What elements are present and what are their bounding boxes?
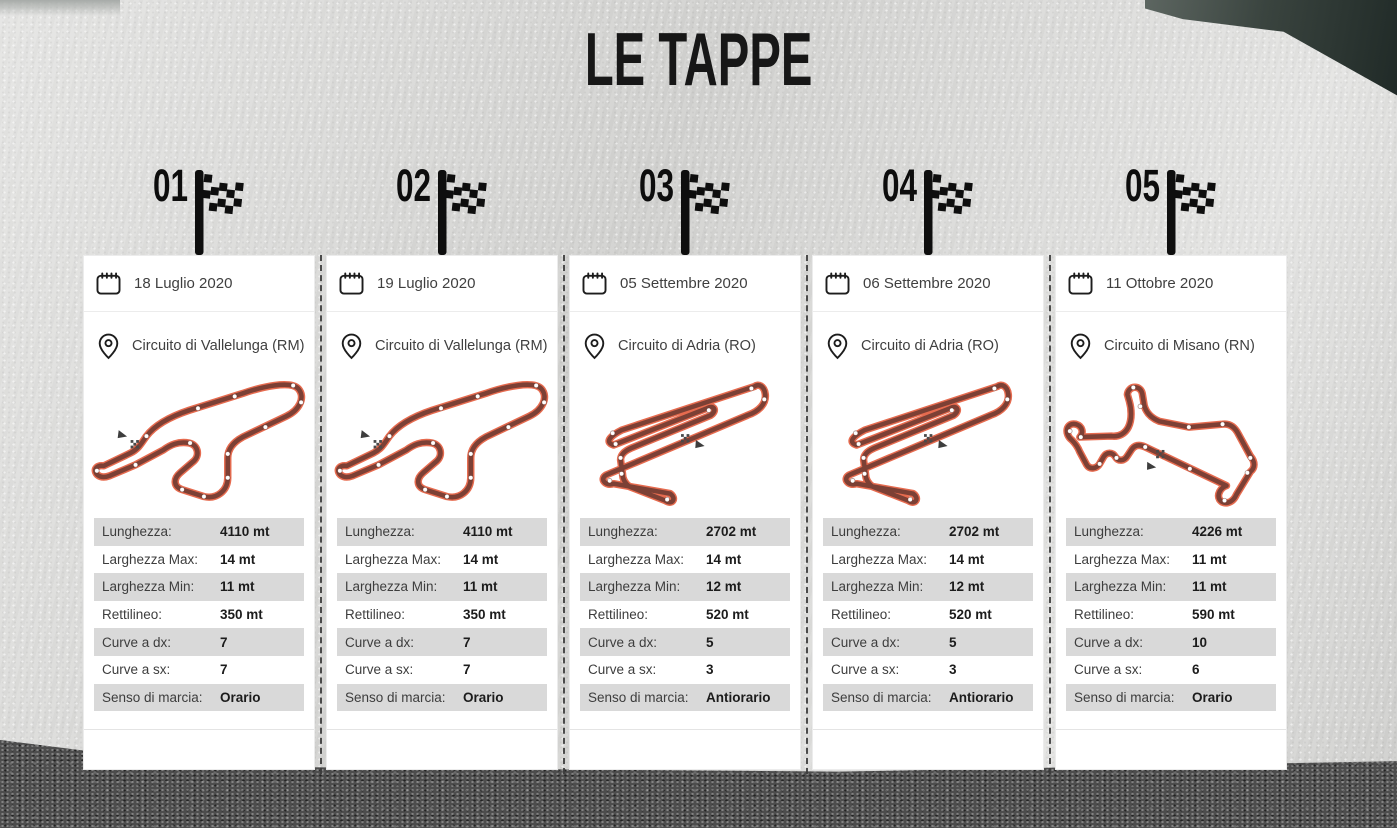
checkered-flag-icon <box>924 170 978 255</box>
spec-label: Lunghezza: <box>1074 524 1144 540</box>
spec-row <box>94 601 304 629</box>
spec-table <box>337 518 547 711</box>
spec-label: Curve a dx: <box>102 634 172 650</box>
spec-label: Larghezza Max: <box>1074 551 1171 567</box>
stages-row <box>83 160 1287 770</box>
spec-row <box>823 656 1033 684</box>
spec-value: 350 mt <box>220 607 263 623</box>
spec-label: Larghezza Max: <box>588 551 685 567</box>
spec-row <box>94 546 304 574</box>
spec-row <box>1066 601 1276 629</box>
card-footer-divider <box>1056 729 1286 730</box>
calendar-icon <box>825 272 850 295</box>
spec-label: Larghezza Min: <box>345 579 438 595</box>
stage-flag-4 <box>812 160 1044 255</box>
spec-label: Lunghezza: <box>345 524 415 540</box>
spec-row <box>580 601 790 629</box>
spec-value: Orario <box>463 689 504 705</box>
stage-number: 04 <box>881 160 917 211</box>
stage-card-4 <box>812 255 1044 770</box>
spec-label: Larghezza Min: <box>588 579 681 595</box>
spec-value: 7 <box>463 662 471 678</box>
track-map <box>84 374 314 518</box>
checkered-flag-icon <box>1167 170 1221 255</box>
spec-label: Larghezza Max: <box>345 551 442 567</box>
stage-column-5 <box>1055 160 1287 770</box>
spec-row <box>580 518 790 546</box>
top-left-shade <box>0 0 120 16</box>
spec-label: Larghezza Max: <box>102 551 199 567</box>
stage-date: 19 Luglio 2020 <box>377 275 476 292</box>
spec-value: 4226 mt <box>1192 524 1243 540</box>
circuit-name: Circuito di Adria (RO) <box>861 338 999 354</box>
checkered-flag-icon <box>681 170 735 255</box>
spec-label: Curve a sx: <box>102 662 171 678</box>
spec-label: Lunghezza: <box>102 524 172 540</box>
calendar-icon <box>1068 272 1093 295</box>
spec-label: Senso di marcia: <box>102 689 203 705</box>
spec-label: Larghezza Min: <box>102 579 195 595</box>
spec-label: Lunghezza: <box>588 524 658 540</box>
spec-label: Senso di marcia: <box>1074 689 1175 705</box>
spec-value: Orario <box>1192 689 1233 705</box>
spec-row <box>1066 546 1276 574</box>
spec-row <box>823 573 1033 601</box>
track-map <box>813 374 1043 518</box>
stage-location-row <box>327 312 557 374</box>
spec-label: Rettilineo: <box>1074 607 1135 623</box>
calendar-icon <box>96 272 121 295</box>
track-map <box>570 374 800 518</box>
card-footer-divider <box>570 729 800 730</box>
spec-value: 3 <box>706 662 714 678</box>
spec-row <box>580 628 790 656</box>
spec-row <box>94 573 304 601</box>
spec-value: 350 mt <box>463 607 506 623</box>
spec-row <box>580 573 790 601</box>
spec-label: Curve a sx: <box>588 662 657 678</box>
stage-date-row <box>1056 256 1286 312</box>
spec-label: Senso di marcia: <box>345 689 446 705</box>
stage-column-1 <box>83 160 315 770</box>
spec-value: 5 <box>949 634 957 650</box>
stage-card-5 <box>1055 255 1287 770</box>
stage-column-4 <box>812 160 1044 770</box>
spec-value: 590 mt <box>1192 607 1235 623</box>
stage-column-3 <box>569 160 801 770</box>
location-pin-icon <box>1070 333 1091 360</box>
spec-value: 14 mt <box>220 551 256 567</box>
stage-card-1 <box>83 255 315 770</box>
stage-date: 05 Settembre 2020 <box>620 275 748 292</box>
spec-table <box>823 518 1033 711</box>
spec-value: 7 <box>463 634 471 650</box>
spec-label: Larghezza Min: <box>1074 579 1167 595</box>
spec-label: Larghezza Max: <box>831 551 928 567</box>
spec-table <box>1066 518 1276 711</box>
spec-value: 11 mt <box>1192 551 1227 567</box>
spec-value: 11 mt <box>463 579 498 595</box>
spec-value: 7 <box>220 662 228 678</box>
spec-label: Senso di marcia: <box>588 689 689 705</box>
spec-row <box>337 684 547 712</box>
spec-label: Curve a sx: <box>831 662 900 678</box>
stage-number: 02 <box>395 160 431 211</box>
spec-label: Curve a sx: <box>345 662 414 678</box>
spec-label: Curve a dx: <box>588 634 658 650</box>
checkered-flag-icon <box>195 170 249 255</box>
spec-value: 520 mt <box>706 607 749 623</box>
spec-row <box>580 684 790 712</box>
stage-date-row <box>84 256 314 312</box>
spec-table <box>580 518 790 711</box>
spec-value: 12 mt <box>706 579 742 595</box>
spec-row <box>1066 656 1276 684</box>
track-map <box>327 374 557 518</box>
spec-value: 7 <box>220 634 228 650</box>
spec-row <box>94 656 304 684</box>
spec-value: 4110 mt <box>220 524 270 540</box>
spec-value: 2702 mt <box>706 524 757 540</box>
stage-flag-2 <box>326 160 558 255</box>
spec-label: Curve a dx: <box>1074 634 1144 650</box>
card-footer-divider <box>84 729 314 730</box>
spec-row <box>823 601 1033 629</box>
circuit-name: Circuito di Vallelunga (RM) <box>132 338 305 354</box>
spec-value: 2702 mt <box>949 524 1000 540</box>
stage-location-row <box>1056 312 1286 374</box>
spec-label: Rettilineo: <box>345 607 406 623</box>
card-footer-divider <box>813 729 1043 730</box>
page-title-text: LE TAPPE <box>584 17 813 101</box>
stage-number: 05 <box>1124 160 1160 211</box>
spec-table <box>94 518 304 711</box>
spec-value: 520 mt <box>949 607 992 623</box>
spec-row <box>337 546 547 574</box>
circuit-name: Circuito di Adria (RO) <box>618 338 756 354</box>
spec-row <box>337 601 547 629</box>
spec-row <box>337 656 547 684</box>
checkered-flag-icon <box>438 170 492 255</box>
spec-row <box>337 573 547 601</box>
spec-label: Rettilineo: <box>588 607 649 623</box>
calendar-icon <box>339 272 364 295</box>
spec-value: 5 <box>706 634 714 650</box>
spec-label: Senso di marcia: <box>831 689 932 705</box>
stage-card-2 <box>326 255 558 770</box>
stage-date: 18 Luglio 2020 <box>134 275 233 292</box>
stage-date: 11 Ottobre 2020 <box>1106 275 1214 292</box>
spec-row <box>94 684 304 712</box>
spec-row <box>823 684 1033 712</box>
spec-value: Orario <box>220 689 261 705</box>
spec-row <box>1066 518 1276 546</box>
stage-location-row <box>813 312 1043 374</box>
spec-value: 14 mt <box>463 551 499 567</box>
spec-value: 11 mt <box>1192 579 1227 595</box>
spec-label: Curve a dx: <box>345 634 415 650</box>
stage-date: 06 Settembre 2020 <box>863 275 991 292</box>
stage-card-3 <box>569 255 801 770</box>
spec-value: Antiorario <box>706 689 771 705</box>
spec-label: Curve a dx: <box>831 634 901 650</box>
spec-value: 12 mt <box>949 579 985 595</box>
spec-row <box>94 518 304 546</box>
location-pin-icon <box>827 333 848 360</box>
spec-row <box>337 628 547 656</box>
spec-row <box>580 546 790 574</box>
spec-row <box>1066 573 1276 601</box>
spec-row <box>823 546 1033 574</box>
spec-value: 6 <box>1192 662 1200 678</box>
stage-date-row <box>570 256 800 312</box>
spec-value: 11 mt <box>220 579 255 595</box>
spec-value: 10 <box>1192 634 1208 650</box>
spec-row <box>823 628 1033 656</box>
stage-number: 03 <box>638 160 674 211</box>
circuit-name: Circuito di Vallelunga (RM) <box>375 338 548 354</box>
location-pin-icon <box>98 333 119 360</box>
location-pin-icon <box>341 333 362 360</box>
spec-row <box>94 628 304 656</box>
stage-location-row <box>570 312 800 374</box>
spec-value: 14 mt <box>706 551 742 567</box>
spec-row <box>580 656 790 684</box>
stage-column-2 <box>326 160 558 770</box>
spec-value: 3 <box>949 662 957 678</box>
spec-label: Rettilineo: <box>102 607 163 623</box>
spec-label: Larghezza Min: <box>831 579 924 595</box>
spec-row <box>1066 628 1276 656</box>
page-title <box>0 17 1397 101</box>
spec-row <box>337 518 547 546</box>
spec-label: Curve a sx: <box>1074 662 1143 678</box>
stage-flag-1 <box>83 160 315 255</box>
stage-flag-3 <box>569 160 801 255</box>
card-footer-divider <box>327 729 557 730</box>
calendar-icon <box>582 272 607 295</box>
stage-date-row <box>327 256 557 312</box>
spec-value: Antiorario <box>949 689 1014 705</box>
spec-label: Rettilineo: <box>831 607 892 623</box>
spec-row <box>1066 684 1276 712</box>
stage-date-row <box>813 256 1043 312</box>
spec-value: 14 mt <box>949 551 985 567</box>
stage-flag-5 <box>1055 160 1287 255</box>
spec-value: 4110 mt <box>463 524 513 540</box>
circuit-name: Circuito di Misano (RN) <box>1104 338 1255 354</box>
stage-location-row <box>84 312 314 374</box>
track-map <box>1056 374 1286 518</box>
spec-row <box>823 518 1033 546</box>
spec-label: Lunghezza: <box>831 524 901 540</box>
stage-number: 01 <box>152 160 188 211</box>
location-pin-icon <box>584 333 605 360</box>
